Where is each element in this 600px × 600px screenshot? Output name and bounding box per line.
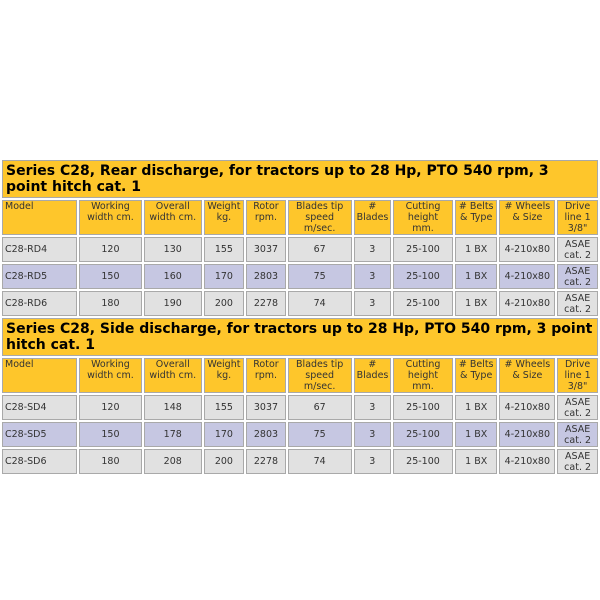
table-cell: 25-100 xyxy=(393,291,453,316)
spec-table-body xyxy=(2,160,598,474)
table-cell: 170 xyxy=(204,422,245,447)
table-row xyxy=(2,449,598,474)
table-cell: 148 xyxy=(144,395,202,420)
column-header: # Wheels & Size xyxy=(499,358,555,393)
table-cell: 25-100 xyxy=(393,422,453,447)
table-cell: 4-210x80 xyxy=(499,422,555,447)
table-cell: 180 xyxy=(79,291,142,316)
table-cell: 3 xyxy=(354,449,392,474)
model-cell: C28-SD4 xyxy=(2,395,77,420)
column-header: Blades tip speed m/sec. xyxy=(288,358,352,393)
column-header: # Belts & Type xyxy=(455,358,498,393)
table-cell: 150 xyxy=(79,422,142,447)
table-cell: 3037 xyxy=(246,237,286,262)
column-header: Overall width cm. xyxy=(144,358,202,393)
table-cell: 1 BX xyxy=(455,237,498,262)
column-header: Working width cm. xyxy=(79,358,142,393)
table-row xyxy=(2,291,598,316)
table-cell: 3 xyxy=(354,237,392,262)
table-cell: 75 xyxy=(288,264,352,289)
column-header: # Blades xyxy=(354,358,392,393)
column-header: Weight kg. xyxy=(204,200,245,235)
spec-table xyxy=(0,158,600,476)
table-cell: 3 xyxy=(354,291,392,316)
table-cell: 4-210x80 xyxy=(499,291,555,316)
table-cell: 2803 xyxy=(246,422,286,447)
model-cell: C28-SD6 xyxy=(2,449,77,474)
table-row xyxy=(2,395,598,420)
table-cell: 1 BX xyxy=(455,291,498,316)
table-cell: ASAE cat. 2 xyxy=(557,449,598,474)
table-cell: 155 xyxy=(204,237,245,262)
column-header: # Belts & Type xyxy=(455,200,498,235)
table-row xyxy=(2,422,598,447)
table-cell: 4-210x80 xyxy=(499,237,555,262)
table-cell: 3037 xyxy=(246,395,286,420)
column-header: Working width cm. xyxy=(79,200,142,235)
table-cell: 130 xyxy=(144,237,202,262)
table-cell: 67 xyxy=(288,395,352,420)
table-cell: 25-100 xyxy=(393,395,453,420)
column-header: Drive line 1 3/8" xyxy=(557,358,598,393)
table-cell: 74 xyxy=(288,291,352,316)
table-cell: 178 xyxy=(144,422,202,447)
column-header: # Blades xyxy=(354,200,392,235)
table-cell: 180 xyxy=(79,449,142,474)
column-header: # Wheels & Size xyxy=(499,200,555,235)
table-cell: 74 xyxy=(288,449,352,474)
table-cell: 2278 xyxy=(246,291,286,316)
table-cell: 120 xyxy=(79,237,142,262)
column-header: Model xyxy=(2,358,77,393)
table-cell: 3 xyxy=(354,395,392,420)
table-cell: 120 xyxy=(79,395,142,420)
model-cell: C28-SD5 xyxy=(2,422,77,447)
table-cell: ASAE cat. 2 xyxy=(557,237,598,262)
table-cell: 2803 xyxy=(246,264,286,289)
table-cell: 25-100 xyxy=(393,449,453,474)
column-header: Rotor rpm. xyxy=(246,200,286,235)
section-title: Series C28, Side discharge, for tractors up to 28 Hp, PTO 540 rpm, 3 point hitch cat. 1 xyxy=(2,318,598,356)
table-cell: 75 xyxy=(288,422,352,447)
table-cell: 1 BX xyxy=(455,449,498,474)
table-cell: 1 BX xyxy=(455,422,498,447)
table-cell: 160 xyxy=(144,264,202,289)
table-cell: ASAE cat. 2 xyxy=(557,395,598,420)
section-title-row xyxy=(2,160,598,198)
table-cell: ASAE cat. 2 xyxy=(557,264,598,289)
column-header: Weight kg. xyxy=(204,358,245,393)
table-row xyxy=(2,237,598,262)
column-header-row xyxy=(2,358,598,393)
table-cell: 155 xyxy=(204,395,245,420)
table-cell: 190 xyxy=(144,291,202,316)
column-header: Overall width cm. xyxy=(144,200,202,235)
column-header: Blades tip speed m/sec. xyxy=(288,200,352,235)
table-cell: 25-100 xyxy=(393,264,453,289)
table-cell: 1 BX xyxy=(455,395,498,420)
model-cell: C28-RD4 xyxy=(2,237,77,262)
section-title-row xyxy=(2,318,598,356)
table-cell: 150 xyxy=(79,264,142,289)
table-cell: ASAE cat. 2 xyxy=(557,291,598,316)
table-cell: 4-210x80 xyxy=(499,264,555,289)
column-header: Rotor rpm. xyxy=(246,358,286,393)
table-row xyxy=(2,264,598,289)
model-cell: C28-RD5 xyxy=(2,264,77,289)
section-title: Series C28, Rear discharge, for tractors up to 28 Hp, PTO 540 rpm, 3 point hitch cat. 1 xyxy=(2,160,598,198)
table-cell: 4-210x80 xyxy=(499,395,555,420)
table-cell: 208 xyxy=(144,449,202,474)
table-cell: 4-210x80 xyxy=(499,449,555,474)
table-cell: 200 xyxy=(204,449,245,474)
table-cell: 3 xyxy=(354,264,392,289)
table-cell: 67 xyxy=(288,237,352,262)
column-header: Model xyxy=(2,200,77,235)
table-cell: ASAE cat. 2 xyxy=(557,422,598,447)
model-cell: C28-RD6 xyxy=(2,291,77,316)
column-header: Drive line 1 3/8" xyxy=(557,200,598,235)
table-cell: 2278 xyxy=(246,449,286,474)
column-header: Cutting height mm. xyxy=(393,200,453,235)
column-header: Cutting height mm. xyxy=(393,358,453,393)
table-cell: 200 xyxy=(204,291,245,316)
table-cell: 3 xyxy=(354,422,392,447)
table-cell: 170 xyxy=(204,264,245,289)
column-header-row xyxy=(2,200,598,235)
table-cell: 1 BX xyxy=(455,264,498,289)
table-cell: 25-100 xyxy=(393,237,453,262)
